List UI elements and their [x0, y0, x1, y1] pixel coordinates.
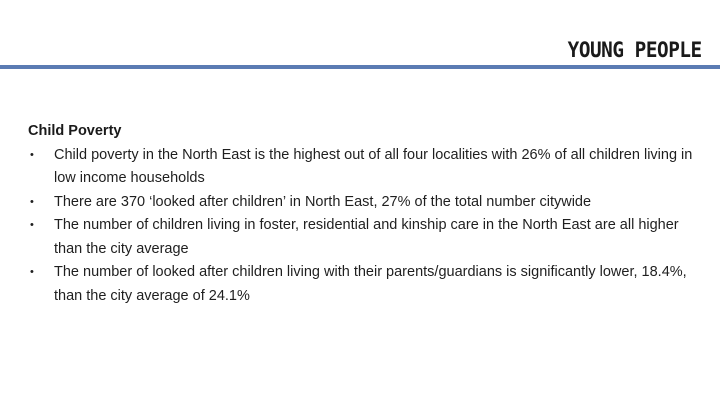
section-heading: Child Poverty	[28, 123, 122, 139]
bullet-list	[28, 144, 696, 309]
list-item	[28, 214, 696, 261]
bullet-icon: •	[30, 266, 34, 278]
bullet-icon: •	[30, 148, 34, 161]
title-divider	[0, 65, 720, 69]
list-item	[28, 261, 696, 308]
bullet-text: The number of looked after children living with their parents/guardians is significantly lower, 18.4%, than the city average of 24.1%	[54, 264, 687, 304]
bullet-icon: •	[30, 195, 34, 208]
list-item	[28, 144, 696, 191]
bullet-icon: •	[30, 219, 34, 231]
list-item	[28, 191, 696, 215]
bullet-text: The number of children living in foster, residential and kinship care in the North East are all higher than the city average	[54, 217, 679, 257]
page-title: YOUNG PEOPLE	[567, 38, 702, 62]
slide-content	[28, 120, 696, 308]
bullet-text: Child poverty in the North East is the highest out of all four localities with 26% of all children living in low income households	[54, 146, 693, 186]
bullet-text: There are 370 ‘looked after children’ in North East, 27% of the total number citywide	[54, 193, 592, 210]
